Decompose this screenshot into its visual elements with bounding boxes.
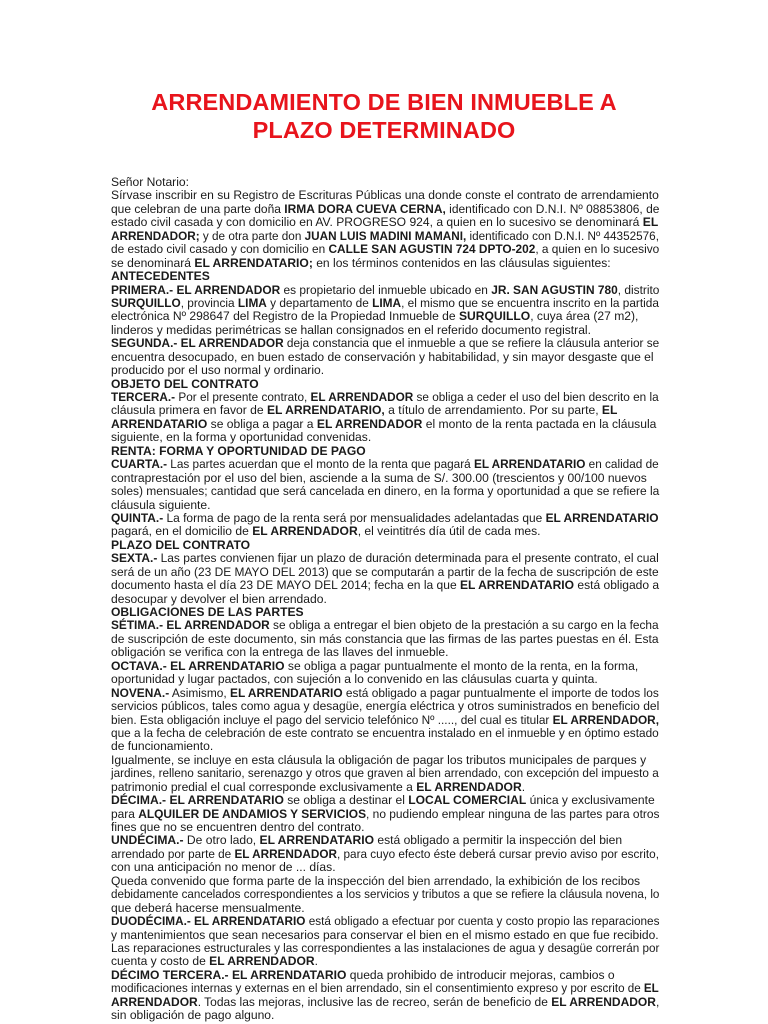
text-run: patrimonio predial el cual corresponde exclusivamente a	[111, 779, 417, 794]
text-line	[111, 875, 659, 888]
text-run: sin obligación de pago alguno.	[111, 1008, 275, 1023]
text-line	[111, 351, 659, 364]
text-run: jardines, relleno sanitario, serenazgo y otros que graven al bien arrendado, con excepción del impuesto a	[111, 766, 659, 781]
bold-text: SURQUILLO	[111, 295, 181, 310]
text-run: La forma de pago de la renta será por mensualidades adelantadas que	[163, 510, 546, 525]
text-line	[111, 510, 659, 525]
bold-text: JUAN LUIS MADINI MAMANI,	[304, 228, 467, 243]
text-line	[111, 228, 659, 243]
bold-text: EL	[643, 981, 659, 996]
text-line	[111, 242, 660, 257]
text-run: que deberá hacerse mensualmente.	[111, 900, 305, 915]
text-line	[111, 404, 659, 417]
text-line	[111, 216, 659, 229]
text-run: modificaciones internas y externas en el bien arrendado, sin el consentimiento expreso y por escrito de	[111, 981, 644, 996]
text-run: , el mismo que se encuentra inscrito en la partida	[401, 295, 659, 310]
text-run: ,	[655, 994, 660, 1009]
bold-text: ANTECEDENTES	[111, 269, 210, 284]
text-run: a título de arrendamiento. Por su parte,	[384, 403, 602, 418]
bold-text: SEGUNDA.- EL ARRENDADOR	[111, 336, 284, 351]
text-run: arrendado por parte de	[111, 846, 235, 861]
text-run: obligación se verifica con la entrega de las llaves del inmueble.	[111, 645, 449, 660]
text-line	[111, 861, 659, 874]
text-line	[111, 766, 659, 781]
bold-text: IRMA DORA CUEVA CERNA,	[284, 201, 446, 216]
text-line	[111, 295, 659, 310]
bold-text: ALQUILER DE ANDAMIOS Y SERVICIOS	[138, 806, 367, 821]
text-line	[111, 981, 659, 996]
text-line	[111, 201, 660, 216]
text-run: cuenta y costo de	[111, 954, 210, 969]
text-run: Queda convenido que forma parte de la inspección del bien arrendado, la exhibición de los recibos	[111, 873, 641, 888]
text-line	[111, 445, 659, 458]
text-run: oportunidad y lugar pactados, con sujeción a lo convenido en las cláusulas cuarta y quinta.	[111, 672, 598, 687]
text-run: se obliga a destinar el	[283, 793, 409, 808]
bold-text: ARRENDADOR;	[111, 228, 200, 243]
text-run: queda prohibido de introducir mejoras, cambios o	[346, 967, 615, 982]
text-run: , provincia	[180, 295, 238, 310]
text-run: en los términos contenidos en las cláusulas siguientes:	[312, 255, 611, 270]
text-run: se obliga a pagar a	[207, 416, 317, 431]
text-run: es propietario del inmueble ubicado en	[280, 282, 492, 297]
text-run: documento hasta el día 23 DE MAYO DEL 2014; fecha en la que	[111, 578, 461, 593]
text-run: servicios públicos, tales como agua y desagüe, energía eléctrica y otros suministrados en beneficio del	[111, 699, 660, 714]
text-line	[111, 551, 659, 566]
text-line	[111, 834, 659, 847]
bold-text: EL ARRENDADOR	[316, 416, 423, 431]
text-run: que a la fecha de celebración de este contrato se encuentra instalado en el inmueble y en óptimo estado	[111, 725, 659, 740]
bold-text: ARRENDADOR	[111, 994, 198, 1009]
bold-text: EL ARRENDADOR	[551, 994, 656, 1009]
bold-text: EL	[642, 215, 659, 230]
text-line	[111, 955, 659, 968]
text-run: , para cuyo efecto éste deberá cursar previo aviso por escrito,	[336, 846, 659, 861]
text-line	[111, 806, 660, 821]
text-line	[111, 564, 659, 579]
text-run: , a quien en lo sucesivo	[535, 242, 660, 257]
text-line	[111, 189, 659, 202]
text-run: Las partes convienen fijar un plazo de duración determinada para el presente contrato, el cual	[157, 551, 659, 566]
text-line	[111, 257, 659, 270]
text-run: siguiente, en la forma y oportunidad convenidas.	[111, 430, 372, 445]
text-run: encuentra desocupado, en buen estado de conservación y habitabilidad, y sin mayor desgaste que el	[111, 349, 654, 364]
bold-text: DUODÉCIMA.- EL ARRENDATARIO	[111, 914, 306, 929]
bold-text: ARRENDATARIO	[111, 416, 208, 431]
text-run: soles) mensuales; cantidad que será cancelada en dinero, en la forma y oportunidad a que se refiere la	[111, 484, 660, 499]
bold-text: PRIMERA.- EL ARRENDADOR	[111, 282, 281, 297]
bold-text: EL ARRENDATARIO	[259, 833, 374, 848]
text-line	[111, 176, 659, 189]
bold-text: SEXTA.-	[111, 551, 158, 566]
text-run: está obligado a	[574, 578, 660, 593]
bold-text: OBJETO DEL CONTRATO	[111, 376, 259, 391]
text-line	[111, 364, 659, 377]
text-line	[111, 927, 659, 942]
text-run: cláusula siguiente.	[111, 497, 211, 512]
text-run: estado civil casada y con domicilio en AV. PROGRESO 924, a quien en lo sucesivo se denominará	[111, 215, 643, 230]
text-run: contraprestación por el uso del bien, asciende a la suma de S/. 300.00 (trescientos y 00/100 nuevos	[111, 470, 647, 485]
bold-text: DÉCIMO TERCERA.- EL ARRENDATARIO	[111, 967, 347, 982]
text-line	[111, 712, 659, 727]
text-run: linderos y medidas perimétricas se hallan consignados en el referido documento registral.	[111, 322, 591, 337]
text-line	[111, 846, 659, 861]
text-line	[111, 472, 659, 485]
text-run: pagará, en el domicilio de	[111, 524, 253, 539]
text-line	[111, 282, 660, 297]
bold-text: EL ARRENDATARIO,	[266, 403, 385, 418]
text-run: bien. Esta obligación incluye el pago del servicio telefónico Nº ....., del cual es titular	[111, 712, 553, 727]
bold-text: EL ARRENDADOR	[416, 779, 522, 794]
bold-text: UNDÉCIMA.-	[111, 833, 184, 848]
text-run: .	[314, 954, 319, 969]
text-run: Sírvase inscribir en su Registro de Escrituras Públicas una donde conste el contrato de arrendamiento	[111, 188, 659, 203]
text-line	[111, 631, 659, 646]
text-run: Las partes acuerdan que el monto de la renta que pagará	[167, 457, 474, 472]
document-title	[60, 88, 708, 144]
text-line	[111, 887, 660, 902]
text-line	[111, 969, 659, 982]
text-line	[111, 499, 659, 512]
bold-text: OCTAVA.- EL ARRENDATARIO	[111, 658, 285, 673]
text-line	[111, 324, 659, 337]
text-run: está obligado a permitir la inspección del bien	[373, 833, 623, 848]
text-run: Por el presente contrato,	[175, 390, 311, 404]
text-line	[111, 431, 659, 444]
text-run: de suscripción de este documento, sin más constancia que las firmas de las partes puestas en él. Esta	[111, 631, 659, 646]
text-line	[111, 794, 659, 807]
text-line	[111, 593, 659, 606]
bold-text: OBLIGACIONES DE LAS PARTES	[111, 605, 304, 619]
text-line	[111, 1009, 659, 1022]
text-run: fines que no se encuentren dentro del contrato.	[111, 820, 365, 834]
text-run: , cuya área (27 m2),	[530, 309, 639, 324]
text-run: producido por el uso normal y ordinario.	[111, 363, 325, 378]
bold-text: EL ARRENDADOR,	[552, 712, 659, 727]
text-run: se obliga a ceder el uso del bien descrito en la	[413, 390, 659, 404]
text-line	[111, 699, 660, 714]
text-run: debidamente cancelados correspondientes a los servicios y tributos a que se refiere la cláusula novena, lo	[111, 887, 660, 902]
bold-text: EL ARRENDADOR	[234, 846, 337, 861]
text-run: Las reparaciones estructurales y las correspondientes a las instalaciones de agua y desagüe correrán por	[111, 940, 660, 955]
text-line	[111, 539, 659, 552]
text-line	[111, 914, 660, 929]
text-line	[111, 685, 659, 700]
bold-text: SURQUILLO	[458, 309, 531, 324]
bold-text: EL ARRENDATARIO	[460, 578, 575, 593]
text-run: identificado con D.N.I. Nº 44352576,	[466, 228, 659, 243]
text-run: será de un año (23 DE MAYO DEL 2013) que se computarán a partir de la fecha de suscripción de este	[111, 564, 659, 579]
text-line	[111, 484, 660, 499]
text-run: se denominará	[111, 255, 195, 270]
text-run: , distrito	[617, 282, 660, 297]
text-run: se obliga a entregar el bien objeto de la prestación a su cargo en la fecha	[269, 618, 659, 633]
bold-text: RENTA: FORMA Y OPORTUNIDAD DE PAGO	[111, 443, 366, 458]
text-run: para	[111, 806, 139, 821]
text-line	[111, 725, 659, 740]
text-run: con una anticipación no menor de ... días.	[111, 860, 336, 875]
bold-text: EL	[601, 403, 618, 418]
title-line-1: ARRENDAMIENTO DE BIEN INMUEBLE A	[151, 89, 617, 115]
bold-text: NOVENA.-	[111, 685, 170, 700]
text-run: de estado civil casado y con domicilio en	[111, 242, 329, 257]
text-line	[111, 940, 660, 955]
text-run: y departamento de	[266, 295, 373, 310]
text-line	[111, 310, 659, 323]
text-run: única y exclusivamente	[526, 793, 655, 808]
bold-text: SÉTIMA.- EL ARRENDADOR	[111, 618, 270, 633]
text-line	[111, 754, 659, 767]
text-line	[111, 660, 659, 673]
text-line	[111, 902, 659, 915]
text-run: deja constancia que el inmueble a que se refiere la cláusula anterior se	[283, 336, 660, 351]
text-run: desocupar y devolver el bien arrendado.	[111, 591, 327, 606]
text-line	[111, 646, 659, 659]
bold-text: QUINTA.-	[111, 510, 164, 525]
text-run: está obligado a efectuar por cuenta y costo propio las reparaciones	[305, 914, 660, 929]
text-line	[111, 618, 659, 633]
bold-text: TERCERA.-	[111, 390, 176, 404]
bold-text: LOCAL COMERCIAL	[408, 793, 527, 808]
text-line	[111, 418, 659, 431]
text-line	[111, 457, 659, 472]
text-run: cláusula primera en favor de	[111, 403, 267, 418]
text-line	[111, 578, 660, 593]
text-run: de funcionamiento.	[111, 739, 214, 754]
bold-text: EL ARRENDADOR	[252, 524, 358, 539]
text-run: que celebran de una parte doña	[111, 201, 285, 216]
bold-text: DÉCIMA.- EL ARRENDATARIO	[111, 793, 284, 808]
text-run: y de otra parte don	[199, 228, 305, 243]
bold-text: LIMA	[372, 295, 402, 310]
text-line	[111, 740, 659, 753]
bold-text: CALLE SAN AGUSTIN 724 DPTO-202	[328, 242, 536, 257]
text-run: .	[521, 779, 526, 794]
title-line-2: PLAZO DETERMINADO	[252, 117, 516, 143]
bold-text: JR. SAN AGUSTIN 780	[491, 282, 618, 297]
text-run: electrónica Nº 298647 del Registro de la Propiedad Inmueble de	[111, 309, 459, 324]
bold-text: LIMA	[237, 295, 267, 310]
text-line	[111, 336, 660, 351]
text-run: Señor Notario:	[111, 175, 189, 189]
bold-text: EL ARRENDATARIO;	[194, 255, 313, 270]
bold-text: EL ARRENDATARIO	[473, 457, 586, 472]
text-line	[111, 378, 659, 391]
text-line	[111, 673, 659, 686]
text-run: se obliga a pagar puntualmente el monto de la renta, en la forma,	[284, 658, 639, 673]
text-run: De otro lado,	[183, 833, 260, 848]
text-line	[111, 525, 659, 538]
text-run: el monto de la renta pactada en la cláusula	[422, 416, 657, 431]
text-run: y mantenimientos que sean necesarios para conservar el bien en el mismo estado en que fue recibido.	[111, 927, 659, 942]
text-run: . Todas las mejoras, inclusive las de recreo, serán de beneficio de	[197, 994, 552, 1009]
text-line	[111, 606, 659, 619]
text-run: , el veintitrés día útil de cada mes.	[357, 524, 541, 539]
text-line	[111, 390, 659, 404]
text-run: identificado con D.N.I. Nº 08853806, de	[445, 201, 660, 216]
bold-text: PLAZO DEL CONTRATO	[111, 537, 251, 552]
text-run: , no pudiendo emplear ninguna de las partes para otros	[366, 806, 660, 821]
text-run: Igualmente, se incluye en esta cláusula la obligación de pagar los tributos municipales de parques y	[111, 752, 647, 767]
text-line	[111, 270, 659, 283]
text-run: en calidad de	[585, 457, 659, 472]
bold-text: EL ARRENDADOR	[310, 390, 414, 404]
bold-text: EL ARRENDADOR	[209, 954, 315, 969]
bold-text: CUARTA.-	[111, 457, 168, 472]
text-line	[111, 994, 660, 1009]
bold-text: EL ARRENDATARIO	[230, 685, 343, 700]
text-run: Asimismo,	[169, 685, 231, 700]
bold-text: EL ARRENDATARIO	[545, 510, 659, 525]
text-run: está obligado a pagar puntualmente el importe de todos los	[342, 685, 659, 700]
document-body	[111, 176, 659, 1023]
